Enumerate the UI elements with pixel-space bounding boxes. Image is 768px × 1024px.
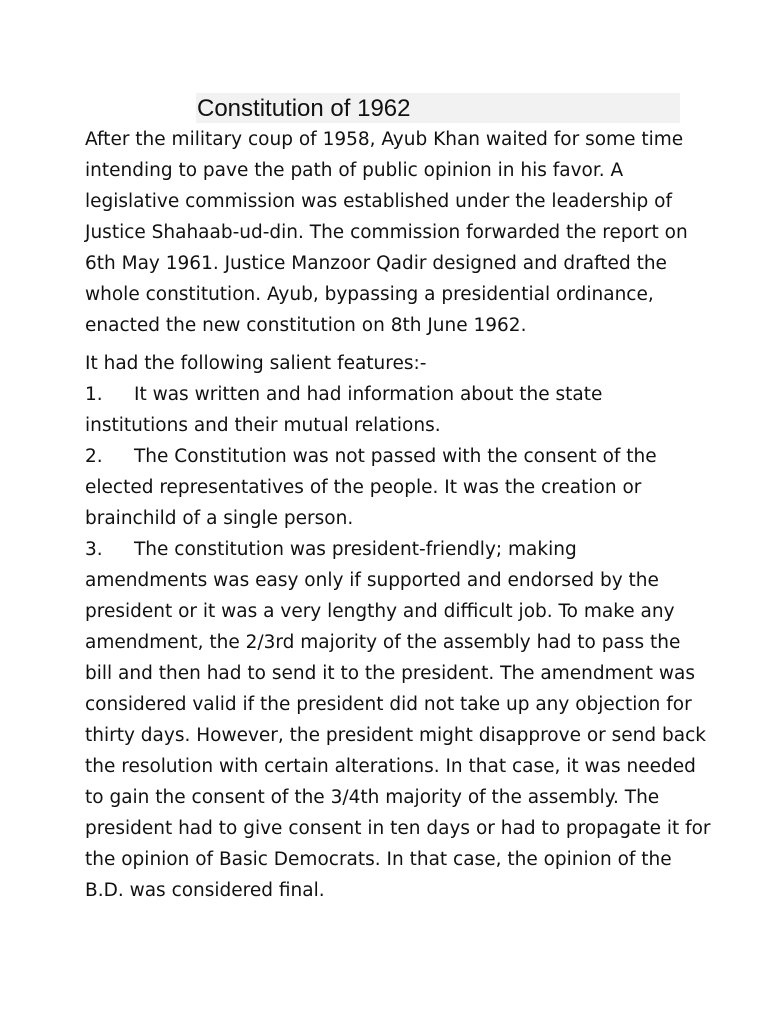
text-line: the resolution with certain alterations. In that case, it was needed — [85, 756, 696, 777]
text-line: amendment, the 2/3rd majority of the assembly had to pass the — [85, 632, 681, 653]
text-line: intending to pave the path of public opinion in his favor. A — [85, 160, 624, 181]
text-line: amendments was easy only if supported and endorsed by the — [85, 570, 659, 591]
features-intro: It had the following salient features:- — [85, 353, 427, 374]
text-line: After the military coup of 1958, Ayub Khan waited for some time — [85, 129, 684, 150]
feature-item-1 — [85, 379, 725, 441]
text-line: considered valid if the president did not take up any objection for — [85, 694, 692, 715]
text-line: The constitution was president-friendly; making — [134, 539, 577, 560]
text-line: legislative commission was established under the leadership of — [85, 191, 672, 212]
text-line: enacted the new constitution on 8th June 1962. — [85, 315, 527, 336]
text-line: whole constitution. Ayub, bypassing a presidential ordinance, — [85, 284, 654, 305]
feature-number: 3. — [85, 539, 103, 560]
text-line: elected representatives of the people. It was the creation or — [85, 477, 642, 498]
text-line: brainchild of a single person. — [85, 508, 354, 529]
document-body — [85, 124, 725, 906]
page-title: Constitution of 1962 — [197, 95, 411, 122]
text-line: to gain the consent of the 3/4th majority of the assembly. The — [85, 787, 660, 808]
text-line: 6th May 1961. Justice Manzoor Qadir designed and drafted the — [85, 253, 667, 274]
feature-number: 2. — [85, 446, 103, 467]
intro-paragraph — [85, 124, 725, 341]
feature-item-3 — [85, 534, 725, 906]
text-line: It was written and had information about the state — [134, 384, 603, 405]
text-line: institutions and their mutual relations. — [85, 415, 441, 436]
text-line: Justice Shahaab-ud-din. The commission forwarded the report on — [85, 222, 688, 243]
text-line: B.D. was considered final. — [85, 880, 325, 901]
text-line: the opinion of Basic Democrats. In that case, the opinion of the — [85, 849, 672, 870]
feature-item-2 — [85, 441, 725, 534]
text-line: thirty days. However, the president might disapprove or send back — [85, 725, 706, 746]
text-line: president had to give consent in ten days or had to propagate it for — [85, 818, 711, 839]
text-line: president or it was a very lengthy and difficult job. To make any — [85, 601, 675, 622]
text-line: bill and then had to send it to the president. The amendment was — [85, 663, 696, 684]
text-line: The Constitution was not passed with the consent of the — [134, 446, 657, 467]
feature-number: 1. — [85, 384, 103, 405]
